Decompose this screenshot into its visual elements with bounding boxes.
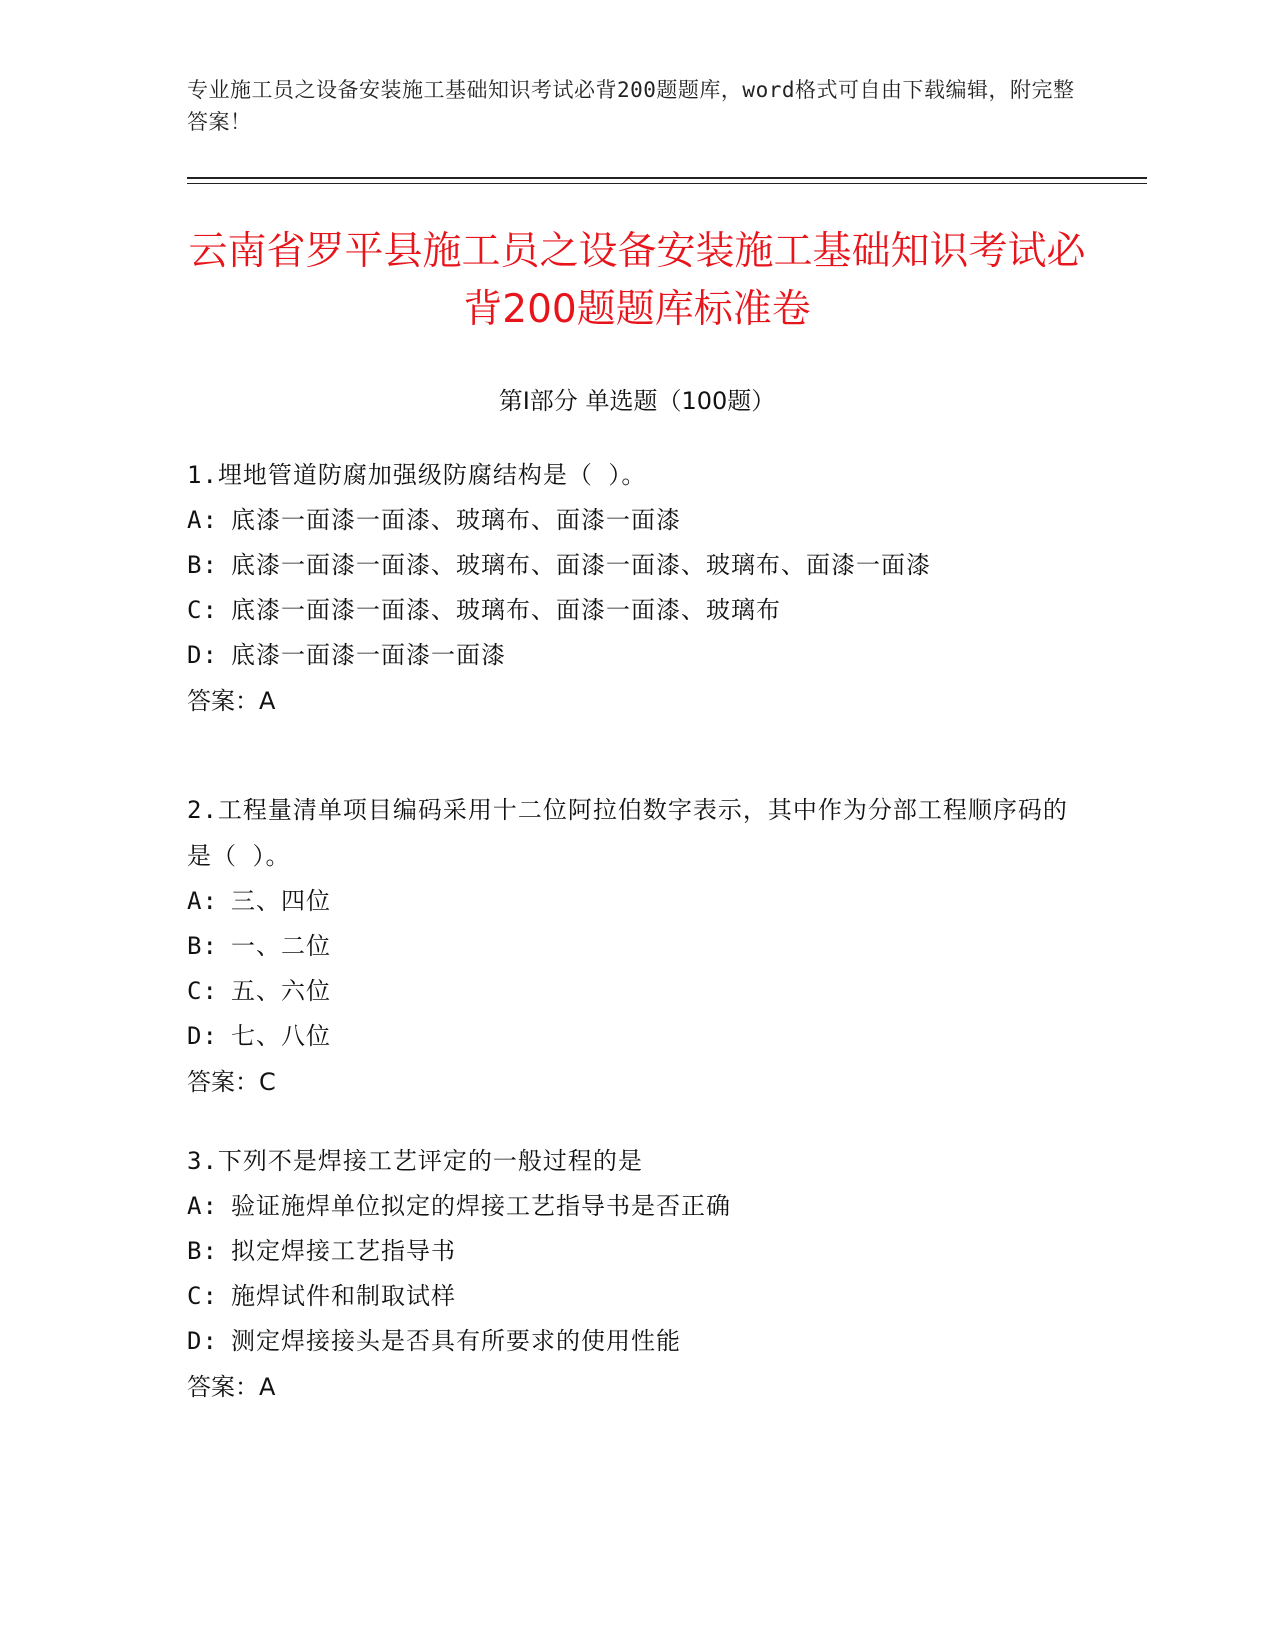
option-text: 拟定焊接工艺指导书 xyxy=(231,1237,456,1265)
question-stem: 3.下列不是焊接工艺评定的一般过程的是 xyxy=(187,1147,643,1175)
option-a xyxy=(187,879,1087,924)
option-letter: A: xyxy=(187,887,218,915)
option-d xyxy=(187,1319,1087,1364)
option-letter: C: xyxy=(187,1282,218,1310)
option-letter: D: xyxy=(187,641,218,669)
option-letter: B: xyxy=(187,932,218,960)
option-letter: D: xyxy=(187,1022,218,1050)
option-text: 一、二位 xyxy=(231,932,331,960)
option-letter: A: xyxy=(187,1192,218,1220)
option-c xyxy=(187,969,1087,1014)
answer-line: 答案：A xyxy=(187,687,276,715)
option-b xyxy=(187,924,1087,969)
option-letter: C: xyxy=(187,977,218,1005)
option-b xyxy=(187,543,1087,588)
option-c xyxy=(187,588,1087,633)
option-a xyxy=(187,1184,1087,1229)
header-divider-thin xyxy=(187,183,1147,184)
question-3 xyxy=(187,1138,1087,1410)
option-letter: B: xyxy=(187,551,218,579)
option-text: 测定焊接接头是否具有所要求的使用性能 xyxy=(231,1327,681,1355)
question-stem: 2.工程量清单项目编码采用十二位阿拉伯数字表示，其中作为分部工程顺序码的是（ ）。 xyxy=(187,796,1068,870)
document-title: 云南省罗平县施工员之设备安装施工基础知识考试必背200题题库标准卷 xyxy=(188,229,1086,332)
option-d xyxy=(187,633,1087,678)
option-text: 底漆一面漆一面漆、玻璃布、面漆一面漆、玻璃布 xyxy=(231,596,781,624)
option-a xyxy=(187,498,1087,543)
option-d xyxy=(187,1014,1087,1059)
question-1 xyxy=(187,452,1087,724)
option-text: 七、八位 xyxy=(231,1022,331,1050)
answer-line: 答案：C xyxy=(187,1068,276,1096)
option-c xyxy=(187,1274,1087,1319)
option-text: 三、四位 xyxy=(231,887,331,915)
option-text: 验证施焊单位拟定的焊接工艺指导书是否正确 xyxy=(231,1192,731,1220)
option-text: 五、六位 xyxy=(231,977,331,1005)
option-letter: D: xyxy=(187,1327,218,1355)
question-2 xyxy=(187,787,1087,1105)
question-stem: 1.埋地管道防腐加强级防腐结构是（ ）。 xyxy=(187,461,647,489)
header-note: 专业施工员之设备安装施工基础知识考试必背200题题库，word格式可自由下载编辑，附完整答案！ xyxy=(187,78,1075,134)
option-text: 施焊试件和制取试样 xyxy=(231,1282,456,1310)
option-letter: B: xyxy=(187,1237,218,1265)
section-title: 第Ⅰ部分 单选题（100题） xyxy=(498,387,776,415)
header-divider-thick xyxy=(187,177,1147,179)
option-letter: A: xyxy=(187,506,218,534)
option-text: 底漆一面漆一面漆、玻璃布、面漆一面漆 xyxy=(231,506,681,534)
option-b xyxy=(187,1229,1087,1274)
option-letter: C: xyxy=(187,596,218,624)
answer-line: 答案：A xyxy=(187,1373,276,1401)
option-text: 底漆一面漆一面漆一面漆 xyxy=(231,641,506,669)
option-text: 底漆一面漆一面漆、玻璃布、面漆一面漆、玻璃布、面漆一面漆 xyxy=(231,551,931,579)
